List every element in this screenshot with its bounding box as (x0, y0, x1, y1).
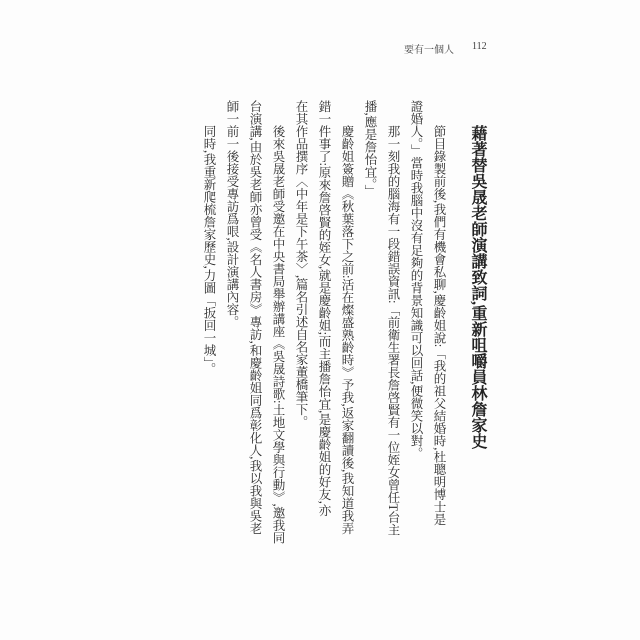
text-column: 慶齡姐簽贈《秋葉落下之前:活在燦盛熟齡時》予我,返家翻讀後,我知道我弄 (340, 125, 354, 535)
text-column: 後來吳晟老師受邀在中央書局舉辦講座《吳晟詩歌:土地文學與行動》,邀我同 (271, 125, 285, 545)
text-column: 節目錄製前後,我們有機會私聊,慶齡姐說:「我的祖父結婚時,杜聰明博士是 (432, 125, 446, 526)
text-column: 證婚人。」當時我腦中沒有足夠的背景知識可以回話,便微笑以對。 (409, 100, 423, 460)
chapter-heading: 藉著替吳晟老師演講致詞,重新咀嚼員林詹家史 (469, 125, 486, 449)
text-column: 台演講,由於吳老師亦曾受《名人書房》專訪,和慶齡姐同爲彰化人,我以我與吳老 (248, 100, 262, 535)
text-column: 同時,我重新爬梳詹家歷史,力圖「扳回一城」。 (202, 125, 216, 375)
page-number: 112 (472, 41, 487, 52)
text-column: 播,應是詹怡宜。」 (363, 100, 377, 197)
text-column: 錯一件事了:原來詹啓賢的姪女,就是慶齡姐;而主播詹怡宜,是慶齡姐的好友,亦 (317, 100, 331, 517)
text-column: 師一前一後接受專訪爲哏,設計演講內容。 (225, 100, 239, 329)
text-column: 那一刻我的腦海有一段錯誤資訊:「前衛生署長詹啓賢有一位姪女曾任T台主 (386, 125, 400, 537)
running-title: 要有一個人 (404, 45, 454, 56)
vertical-text-block (197, 100, 490, 578)
text-column: 在其作品撰序〈中年是下午茶〉,篇名引述自名家董橋筆下。 (294, 100, 308, 429)
